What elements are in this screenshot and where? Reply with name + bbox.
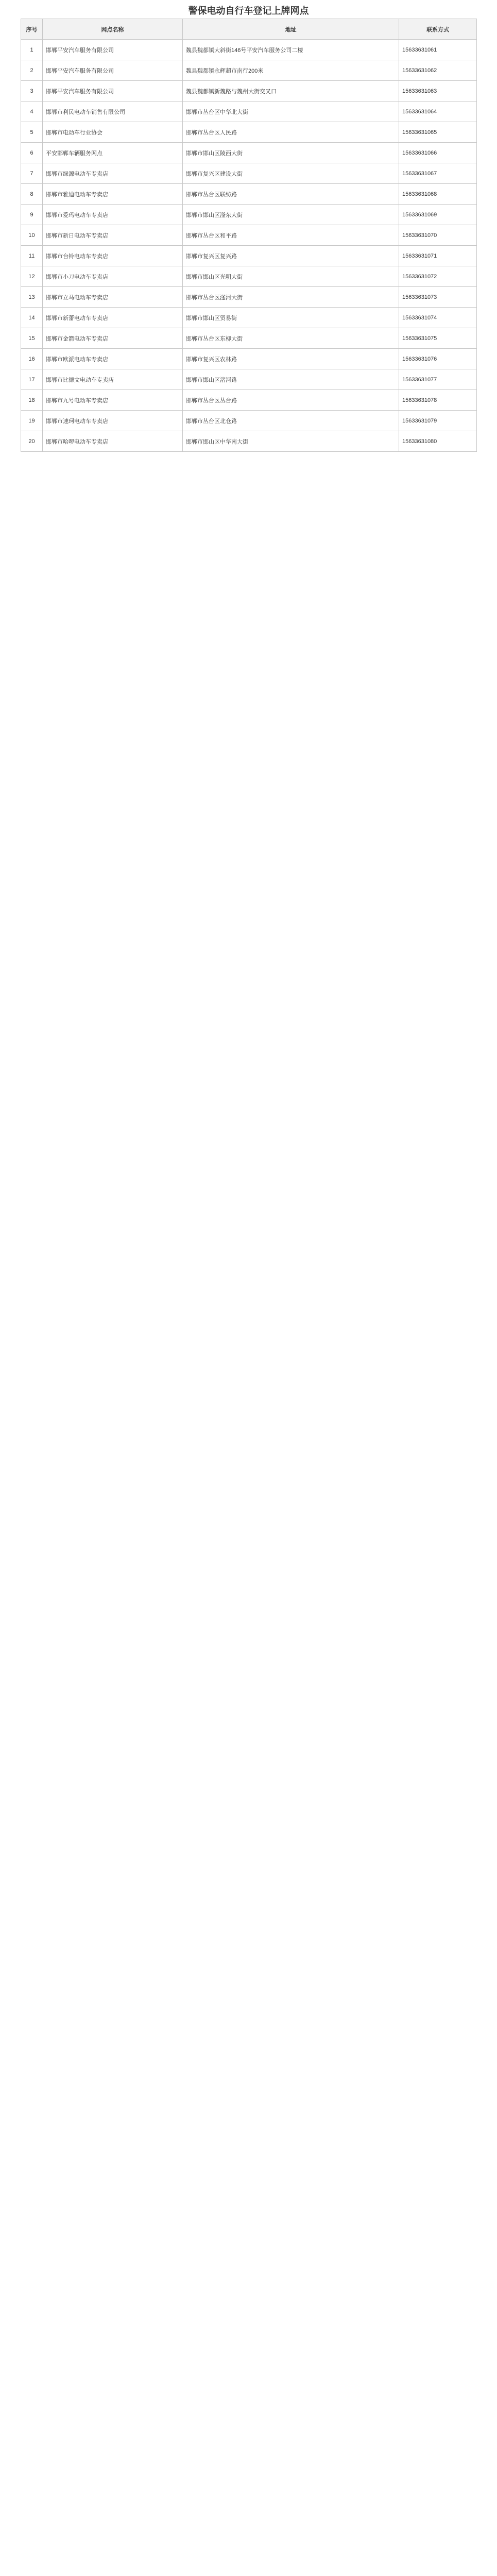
column-header-name: 网点名称 [43, 19, 183, 40]
table-row [21, 390, 477, 411]
cell-outlet-name: 邯郸市利民电动车销售有限公司 [43, 101, 183, 122]
cell-address: 魏县魏都镇大斜街146号平安汽车服务公司二楼 [183, 40, 399, 60]
cell-phone: 15633631066 [399, 143, 477, 163]
table-row [21, 328, 477, 349]
table-row [21, 266, 477, 287]
cell-outlet-name: 邯郸平安汽车服务有限公司 [43, 81, 183, 101]
cell-phone: 15633631062 [399, 60, 477, 81]
cell-address: 邯郸市邯山区中华南大街 [183, 431, 399, 452]
cell-address: 邯郸市邯山区陵西大街 [183, 143, 399, 163]
cell-outlet-name: 邯郸市雅迪电动车专卖店 [43, 184, 183, 205]
cell-address: 邯郸市丛台区中华北大街 [183, 101, 399, 122]
table-row [21, 225, 477, 246]
table-row [21, 349, 477, 369]
cell-address: 邯郸市丛台区北仓路 [183, 411, 399, 431]
cell-address: 邯郸市邯山区贸易街 [183, 308, 399, 328]
cell-address: 邯郸市邯山区渚河路 [183, 369, 399, 390]
cell-index: 8 [21, 184, 43, 205]
cell-phone: 15633631067 [399, 163, 477, 184]
cell-outlet-name: 邯郸市新蕾电动车专卖店 [43, 308, 183, 328]
cell-phone: 15633631078 [399, 390, 477, 411]
cell-outlet-name: 邯郸市新日电动车专卖店 [43, 225, 183, 246]
page-title: 警保电动自行车登记上牌网点 [188, 6, 309, 16]
table-body [21, 40, 477, 452]
cell-index: 4 [21, 101, 43, 122]
cell-outlet-name: 邯郸市九号电动车专卖店 [43, 390, 183, 411]
cell-outlet-name: 邯郸市台铃电动车专卖店 [43, 246, 183, 266]
table-row [21, 308, 477, 328]
cell-outlet-name: 邯郸市金箭电动车专卖店 [43, 328, 183, 349]
table-row [21, 101, 477, 122]
cell-phone: 15633631076 [399, 349, 477, 369]
cell-index: 15 [21, 328, 43, 349]
cell-outlet-name: 邯郸市欧派电动车专卖店 [43, 349, 183, 369]
cell-phone: 15633631072 [399, 266, 477, 287]
cell-index: 10 [21, 225, 43, 246]
cell-outlet-name: 邯郸平安汽车服务有限公司 [43, 60, 183, 81]
table-row [21, 246, 477, 266]
column-header-index: 序号 [21, 19, 43, 40]
column-header-address: 地址 [183, 19, 399, 40]
cell-phone: 15633631079 [399, 411, 477, 431]
table-row [21, 122, 477, 143]
table-row [21, 40, 477, 60]
cell-address: 邯郸市复兴区建设大街 [183, 163, 399, 184]
cell-phone: 15633631069 [399, 205, 477, 225]
cell-phone: 15633631080 [399, 431, 477, 452]
cell-phone: 15633631061 [399, 40, 477, 60]
cell-phone: 15633631063 [399, 81, 477, 101]
cell-address: 邯郸市丛台区人民路 [183, 122, 399, 143]
table-row [21, 143, 477, 163]
cell-phone: 15633631070 [399, 225, 477, 246]
cell-index: 20 [21, 431, 43, 452]
cell-index: 1 [21, 40, 43, 60]
cell-index: 17 [21, 369, 43, 390]
cell-phone: 15633631075 [399, 328, 477, 349]
table-row [21, 411, 477, 431]
cell-address: 邯郸市丛台区东柳大街 [183, 328, 399, 349]
cell-index: 9 [21, 205, 43, 225]
cell-outlet-name: 邯郸市电动车行业协会 [43, 122, 183, 143]
cell-phone: 15633631068 [399, 184, 477, 205]
cell-address: 邯郸市复兴区农林路 [183, 349, 399, 369]
cell-address: 邯郸市丛台区丛台路 [183, 390, 399, 411]
table-row [21, 81, 477, 101]
cell-index: 14 [21, 308, 43, 328]
table-header-row [21, 19, 477, 40]
cell-phone: 15633631074 [399, 308, 477, 328]
cell-outlet-name: 邯郸市比德文电动车专卖店 [43, 369, 183, 390]
cell-outlet-name: 邯郸市绿源电动车专卖店 [43, 163, 183, 184]
cell-address: 邯郸市丛台区联纺路 [183, 184, 399, 205]
cell-outlet-name: 邯郸市哈啰电动车专卖店 [43, 431, 183, 452]
table-row [21, 431, 477, 452]
cell-address: 邯郸市丛台区滏河大街 [183, 287, 399, 308]
cell-index: 12 [21, 266, 43, 287]
outlets-table [21, 19, 477, 452]
cell-address: 邯郸市丛台区和平路 [183, 225, 399, 246]
table-row [21, 60, 477, 81]
cell-index: 18 [21, 390, 43, 411]
cell-index: 7 [21, 163, 43, 184]
cell-index: 11 [21, 246, 43, 266]
table-row [21, 205, 477, 225]
page [0, 0, 497, 472]
cell-outlet-name: 平安邯郸车辆服务网点 [43, 143, 183, 163]
cell-phone: 15633631064 [399, 101, 477, 122]
cell-address: 邯郸市复兴区复兴路 [183, 246, 399, 266]
table-row [21, 369, 477, 390]
cell-outlet-name: 邯郸平安汽车服务有限公司 [43, 40, 183, 60]
cell-address: 魏县魏都镇新魏路与魏州大街交叉口 [183, 81, 399, 101]
table-row [21, 163, 477, 184]
cell-phone: 15633631077 [399, 369, 477, 390]
cell-address: 邯郸市邯山区滏东大街 [183, 205, 399, 225]
table-row [21, 184, 477, 205]
cell-phone: 15633631065 [399, 122, 477, 143]
cell-index: 13 [21, 287, 43, 308]
cell-outlet-name: 邯郸市速珂电动车专卖店 [43, 411, 183, 431]
column-header-phone: 联系方式 [399, 19, 477, 40]
cell-index: 3 [21, 81, 43, 101]
cell-outlet-name: 邯郸市立马电动车专卖店 [43, 287, 183, 308]
cell-phone: 15633631073 [399, 287, 477, 308]
cell-index: 16 [21, 349, 43, 369]
cell-outlet-name: 邯郸市小刀电动车专卖店 [43, 266, 183, 287]
cell-outlet-name: 邯郸市爱玛电动车专卖店 [43, 205, 183, 225]
cell-index: 19 [21, 411, 43, 431]
cell-index: 5 [21, 122, 43, 143]
table-row [21, 287, 477, 308]
cell-address: 邯郸市邯山区光明大街 [183, 266, 399, 287]
cell-phone: 15633631071 [399, 246, 477, 266]
cell-index: 6 [21, 143, 43, 163]
cell-index: 2 [21, 60, 43, 81]
cell-address: 魏县魏都镇永辉超市南行200米 [183, 60, 399, 81]
